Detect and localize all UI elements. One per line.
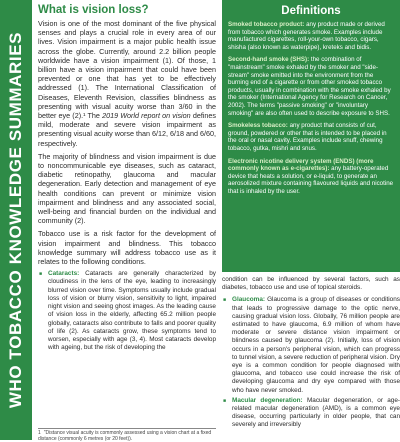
- condition-term: Macular degeneration:: [232, 396, 303, 404]
- definition-item: [228, 56, 394, 117]
- condition-text: Glaucoma is a group of diseases or conditions that leads to progressive damage to the optic nerve, causing gradual vision loss. Globally, 76 million people are estimated to have glaucoma, 6.9 million of whom have moderate or severe distance vision impairment or blindness caused by glaucoma (2). Initially, loss of vision occurs in a person's peripheral vision, which can progress to tunnel vision, a severe reduction of peripheral vision. Dry eye is a common condition for people diagnosed with glaucoma, and tobacco use could increase the risk of developing glaucoma and dry eye compared with those who have never smoked.: [232, 296, 400, 394]
- condition-text: Macular degeneration, or age-related macular degeneration (AMD), is a common eye disease, occurring particularly in older people, that can severely and irreversibly: [232, 396, 400, 429]
- definitions-box: [222, 0, 400, 272]
- definition-text: the combination of "mainstream" smoke exhaled by the smoker and "side-stream" smoke emitted into the environment from the burning end of a cigarette or from other smoked tobacco products, usually in combination with the smoke exhaled by the smoker (International Agency for Research on Cancer, 2002). The terms "passive smoking" or "involuntary smoking" are also often used to describe exposure to SHS.: [228, 56, 391, 117]
- side-banner: [0, 0, 32, 440]
- conditions-list-continued: [222, 296, 400, 429]
- series-title: WHO TOBACCO KNOWLEDGE SUMMARIES: [6, 31, 25, 409]
- list-item: [232, 397, 400, 430]
- intro-paragraph: [38, 19, 216, 148]
- footnote-text: "Distance visual acuity is commonly assessed using a vision chart at a fixed distance (commonly 6 metres (or 20 feet)).: [38, 430, 212, 442]
- tobacco-paragraph: Tobacco use is a risk factor for the development of vision impairment and blindness. This tobacco knowledge summary will address tobacco use as it relates to the following conditions.: [38, 229, 216, 267]
- continued-text: [222, 272, 400, 430]
- definition-item: [228, 122, 394, 152]
- definition-text: any battery-operated device that heats a solution, or e-liquid, to generate an aerosolized mixture containing flavoured liquids and nicotine that is inhaled by the user.: [228, 165, 394, 195]
- condition-term: Glaucoma:: [232, 296, 266, 304]
- definition-item: [228, 158, 394, 196]
- condition-text: Cataracts are generally characterized by cloudiness in the lens of the eye, leading to increasingly blurred vision over time. Symptoms usually include gradual loss of vision or blurry vision, sensitivity to light, impaired night vision and seeing ghost images. As the leading cause of vision loss in the elderly, affecting 65.2 million people globally, cataracts also contribute to falls and poorer quality of life (2). As cataracts grow, these symptoms tend to worsen, especially with age (3, 4). Most cataracts develop with ageing, but the risk of developing the: [48, 270, 217, 352]
- main-column: [38, 0, 216, 354]
- section-heading: What is vision loss?: [38, 4, 149, 16]
- continued-paragraph: condition can be influenced by several factors, such as diabetes, tobacco use and use of topical steroids.: [222, 276, 400, 292]
- list-item: [48, 270, 216, 352]
- conditions-list: [38, 270, 216, 352]
- definitions-heading: Definitions: [281, 5, 341, 17]
- definition-text: any product that consists of cut, ground, powdered or other that is intended to be placed in the oral or nasal cavity. Examples include snuff, chewing tobacco, gutka, mishri and snus.: [228, 122, 387, 152]
- definition-term: Electronic nicotine delivery system (ENDS) (more commonly known as e-cigarettes):: [228, 157, 374, 173]
- definition-term: Smokeless tobacco:: [228, 122, 288, 130]
- definition-item: [228, 21, 394, 51]
- definition-term: Second-hand smoke (SHS):: [228, 56, 310, 64]
- definition-term: Smoked tobacco product:: [228, 21, 305, 28]
- condition-term: Cataracts:: [48, 270, 80, 278]
- intro-text-end: defines mild, moderate and severe vision impairment as presenting visual acuity worse than 6/12, 6/18 and 6/60, respectively.: [38, 111, 217, 148]
- report-title: 2019 World report on vision: [102, 111, 191, 121]
- footnote-number: 1: [38, 430, 41, 436]
- side-column: [222, 0, 400, 432]
- definition-text: any product made or derived from tobacco which generates smoke. Examples include manufactured cigarettes, roll-your-own tobacco, cigars, shisha (also known as waterpipe), kreteks and bidis.: [228, 21, 385, 51]
- causes-paragraph: The majority of blindness and vision impairment is due to noncommunicable eye diseases, such as cataract, diabetic retinopathy, glaucoma and macular degeneration. Early detection and management of eye health conditions can prevent or minimize vision impairment and blindness and any associated social, well-being and financial burden on the individual and community (2).: [38, 151, 216, 226]
- intro-text: Vision is one of the most dominant of the five physical senses and plays a crucial role in every area of our lives. Vision impairment is a major public health issue across the globe. Currently, around 2.2 billion people worldwide have a vision impairment (1). Of those, 1 billion have a vision impairment that could have been prevented or one that has yet to be effectively addressed (1). The International Classification of Diseases, Eleventh Revision, classifies blindness as presenting with visual acuity worse than 3/60 in the better eye (2).¹ The: [38, 19, 216, 121]
- list-item: [232, 296, 400, 394]
